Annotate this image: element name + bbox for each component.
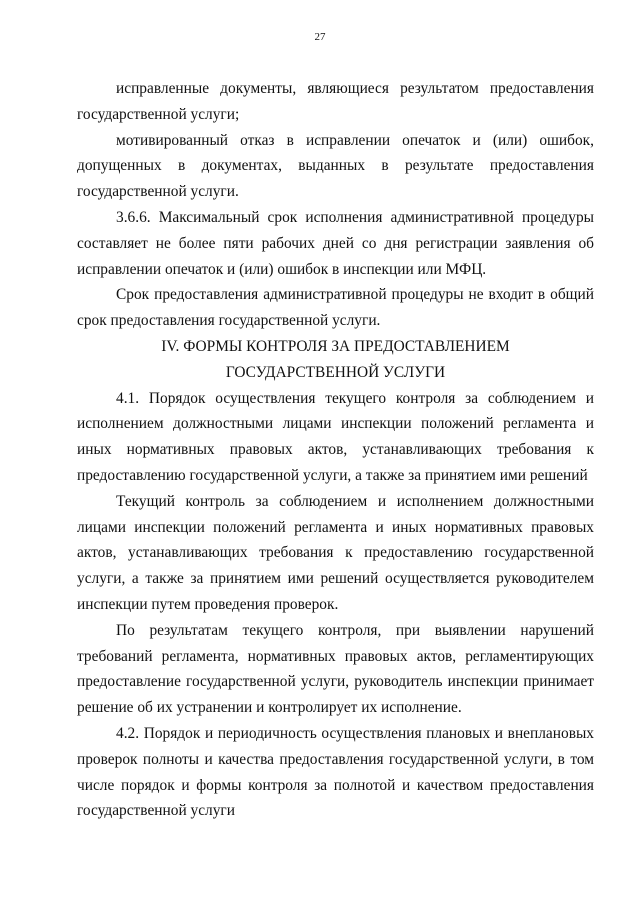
paragraph-procedure-term: Срок предоставления административной процедуры не входит в общий срок предоставления государственной услуги. (77, 286, 594, 330)
paragraph-3-6-6: 3.6.6. Максимальный срок исполнения административной процедуры составляет не более пяти рабочих дней со дня регистрации заявления об исправлении опечаток и (или) ошибок в инспекции или МФЦ. (77, 208, 594, 278)
document-body (77, 76, 594, 824)
paragraph-current-control: Текущий контроль за соблюдением и исполнением должностными лицами инспекции положений регламента и иных нормативных правовых актов, устанавливающих требования к предоставлению государственной услуги, а также за принятием ими решений осуществляется руководителем инспекции путем проведения проверок. (77, 492, 594, 613)
paragraph-control-results: По результатам текущего контроля, при выявлении нарушений требований регламента, нормативных правовых актов, регламентирующих предоставление государственной услуги, руководитель инспекции принимает решение об их устранении и контролирует их исполнение. (77, 621, 594, 717)
paragraph-motivated-refusal: мотивированный отказ в исправлении опечаток и (или) ошибок, допущенных в документах, выданных в результате предоставления государственной услуги. (77, 131, 594, 201)
paragraph-corrected-documents: исправленные документы, являющиеся результатом предоставления государственной услуги; (77, 80, 594, 123)
page-number: 27 (314, 31, 326, 43)
section-heading-line-2: ГОСУДАРСТВЕННОЙ УСЛУГИ (225, 363, 446, 381)
section-heading-line-1: IV. ФОРМЫ КОНТРОЛЯ ЗА ПРЕДОСТАВЛЕНИЕМ (161, 337, 510, 355)
paragraph-4-1: 4.1. Порядок осуществления текущего контроля за соблюдением и исполнением должностными лицами инспекции положений регламента и иных нормативных правовых актов, устанавливающих требования к предоставлению государственной услуги, а также за принятием ими решений (77, 389, 594, 484)
paragraph-4-2: 4.2. Порядок и периодичность осуществления плановых и внеплановых проверок полноты и качества предоставления государственной услуги, в том числе порядок и формы контроля за полнотой и качеством предоставления государственной услуги (77, 724, 594, 820)
